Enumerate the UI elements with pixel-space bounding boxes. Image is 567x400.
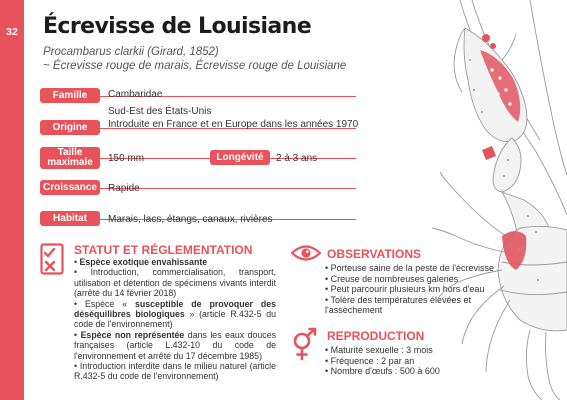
longevite-value: 2 à 3 ans	[276, 153, 318, 164]
croissance-label: Croissance	[40, 180, 100, 195]
crayfish-illustration	[420, 0, 567, 400]
famille-label: Famille	[40, 88, 100, 103]
common-names: ~ Écrevisse rouge de marais, Écrevisse rouge de Louisiane	[43, 60, 347, 72]
statut-item: • Espèce exotique envahissante	[74, 257, 208, 267]
observations-title: OBSERVATIONS	[327, 247, 422, 261]
checklist-icon	[40, 243, 64, 275]
origine-value-line2: Introduite en France et en Europe dans les années 1970	[108, 119, 359, 130]
reproduction-item: • Nombre d'œufs : 500 à 600	[325, 366, 440, 376]
croissance-value: Rapide	[108, 183, 140, 194]
observation-item: • Porteuse saine de la peste de l'écrevisse	[325, 263, 494, 273]
scientific-name: Procambarus clarkii (Girard, 1852)	[43, 46, 219, 58]
taille-value: 150 mm	[108, 153, 145, 164]
taille-label-line2: maximale	[47, 157, 93, 168]
page-edge-band	[0, 0, 24, 400]
statut-item: • Espèce non représentée dans les eaux douces françaises (article L.432-10 du code de l'environnement et arrêté du 17 décembre 1985)	[74, 329, 276, 361]
eye-icon	[291, 244, 321, 262]
origine-value-line1: Sud-Est des États-Unis	[108, 106, 212, 117]
observation-item: • Peut parcourir plusieurs km hors d'eau	[325, 284, 485, 294]
habitat-label: Habitat	[40, 211, 100, 226]
reproduction-item: • Fréquence : 2 par an	[325, 355, 415, 366]
page-number: 32	[6, 26, 18, 38]
longevite-label: Longévité	[210, 150, 270, 165]
famille-value: Cambaridae	[108, 89, 163, 100]
statut-item: • Introduction interdite dans le milieu naturel (article R.432-5 du code de l'environnement)	[74, 361, 276, 382]
observation-item: • Tolère des températures élevées et l'assèchement	[325, 294, 472, 315]
taille-label	[40, 147, 100, 169]
gender-icon	[291, 327, 319, 361]
statut-item: • Espèce « susceptible de provoquer des déséquilibres biologiques » (article R.432-5 du code de l'environnement)	[74, 298, 276, 330]
statut-item: • Introduction, commercialisation, transport, utilisation et détention de spécimens vivants interdit (arrêté du 14 février 2018)	[74, 267, 276, 299]
species-title: Écrevisse de Louisiane	[43, 14, 312, 39]
origine-label: Origine	[40, 120, 100, 135]
reproduction-title: REPRODUCTION	[327, 329, 425, 343]
observation-item: • Creuse de nombreuses galeries	[325, 273, 459, 284]
habitat-value: Marais, lacs, étangs, canaux, rivières	[108, 214, 273, 225]
statut-title: STATUT ET RÉGLEMENTATION	[74, 243, 253, 257]
reproduction-item: • Maturité sexuelle : 3 mois	[325, 345, 433, 355]
statut-list	[74, 257, 276, 382]
taille-label-line1: Taille	[57, 147, 83, 158]
